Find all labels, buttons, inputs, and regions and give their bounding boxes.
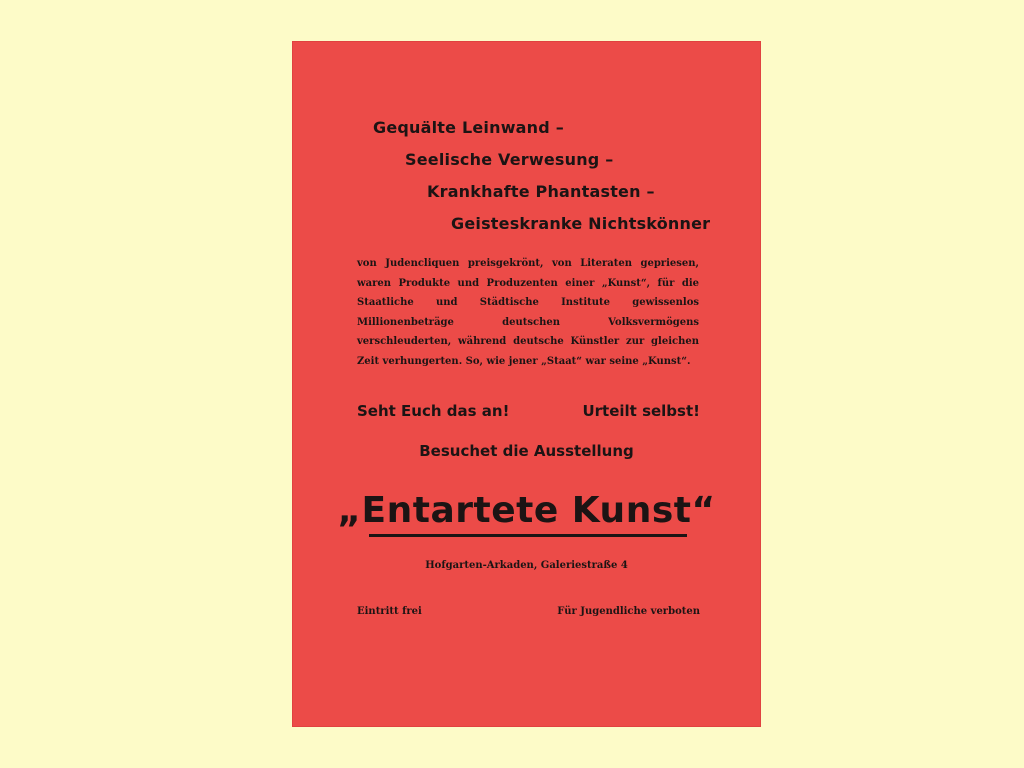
headline-2: Seelische Verwesung – <box>405 150 614 169</box>
age-restriction-note: Für Jugendliche verboten <box>557 606 700 617</box>
address: Hofgarten-Arkaden, Galeriestraße 4 <box>425 560 628 571</box>
headline-1: Gequälte Leinwand – <box>373 118 564 137</box>
exhibition-title: „Entartete Kunst“ <box>337 490 716 531</box>
visit-line: Besuchet die Ausstellung <box>419 442 634 460</box>
title-wrapper <box>293 490 760 531</box>
poster <box>293 42 760 726</box>
call-to-judge: Urteilt selbst! <box>582 402 700 420</box>
body-paragraph: von Judencliquen preisgekrönt, von Literaten gepriesen, waren Produkte und Produzenten einer „Kunst“, für die Staatliche und Städtische Institute gewissenlos Millionenbeträge deutschen Volksvermögens verschleuderten, während deutsche Künstler zur gleichen Zeit verhungerten. So, wie jener „Staat“ war seine „Kunst“. <box>357 258 699 367</box>
admission-note: Eintritt frei <box>357 606 422 617</box>
call-to-look: Seht Euch das an! <box>357 402 510 420</box>
headline-3: Krankhafte Phantasten – <box>427 182 655 201</box>
title-underline <box>369 534 687 537</box>
headline-4: Geisteskranke Nichtskönner <box>451 214 711 233</box>
